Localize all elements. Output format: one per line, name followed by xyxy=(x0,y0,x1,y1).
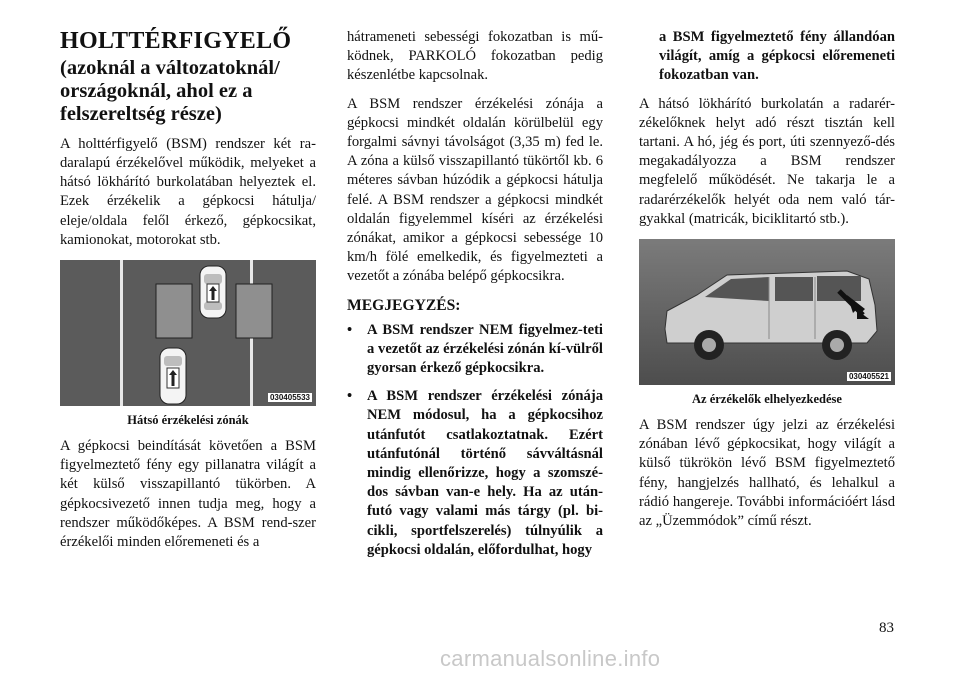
note-list xyxy=(347,321,603,560)
car-bottom xyxy=(160,348,186,404)
car-top xyxy=(200,266,226,318)
note-heading: MEGJEGYZÉS: xyxy=(347,296,461,314)
section-heading xyxy=(60,28,316,126)
paragraph: A gépkocsi beindítását követően a BSM figyelmeztető fény egy pillanatra világít a két külső visszapillantó tükörben. A gépkocsivezető innen tudja meg, hogy a rendszer működőképes. A BSM rend-szer érzékelői minden előremeneti és a xyxy=(60,437,316,550)
paragraph: A BSM rendszer úgy jelzi az érzékelési zónában lévő gépkocsikat, hogy világít a külső tükrökön lévő BSM figyelmeztető fény, hangjelzés hallható, és lehalkul a rádió hangereje. További információért lásd az „Üzemmódok” című részt. xyxy=(639,417,895,530)
column-1 xyxy=(60,28,316,552)
detection-zone-left xyxy=(156,284,192,338)
minivan-illustration xyxy=(639,239,895,385)
note-item: • A BSM rendszer érzékelési zónája NEM módosul, ha a gépkocsihoz utánfutót csatlakoztatnak. Ezért utánfutónál történő sávváltásnál mindig ellenőrizze, hogy a szomszé-dos sávban van-e hely. Ha az után-futó vagy valami más tárgy (pl. bi-cikli, sportfelszerelés) túlnyúlik a gépkocsi oldalán, előfordulhat, hogy xyxy=(347,387,603,560)
figure-caption: Hátsó érzékelési zónák xyxy=(127,412,249,427)
watermark: carmanualsonline.info xyxy=(440,646,661,671)
paragraph: A hátsó lökhárító burkolatán a radarér-zékelőknek helyt adó részt tisztán kell tartani. A hó, jég és port, úti szennyező-dés megakadályozza a BSM rendszer megfelelő működését. Ne takarja le a radarérzékelők helyét oda nem való tár-gyakkal (matricák, biciklitartó stb.). xyxy=(639,95,895,227)
page-number: 83 xyxy=(879,620,894,636)
note-continuation: a BSM figyelmeztető fény állandóan világít, amíg a gépkocsi előremeneti fokozatban van. xyxy=(659,29,895,84)
figure-sensor-location xyxy=(639,239,895,385)
section-title: HOLTTÉRFIGYELŐ xyxy=(60,28,292,54)
paragraph: A BSM rendszer érzékelési zónája a gépkocsi mindkét oldalán körülbelül egy forgalmi sávnyi távolságot (3,35 m) fed le. A zóna a külső visszapillantó tükörtől kb. 6 méteres sávban húzódik a gépkocsi hátulja felé. A BSM rendszer a gépkocsi mindkét oldalán figyelemmel kíséri az érzékelési zónákat, amikor a gépkocsi sebessége 10 km/h fölé emelkedik, és figyelmezteti a vezetőt a zónába belépő gépkocsikra. xyxy=(347,95,603,285)
detection-zone-right xyxy=(236,284,272,338)
figure-id: 030405533 xyxy=(269,392,310,402)
note-item: • A BSM rendszer NEM figyelmez-teti a vezetőt az érzékelési zónán kí-vülről gyorsan érkező gépkocsikra. xyxy=(347,321,603,379)
figure-id: 030405521 xyxy=(848,372,889,382)
column-2 xyxy=(347,28,603,569)
intro-paragraph: A holttérfigyelő (BSM) rendszer két ra-daralapú érzékelővel működik, melyeket a hátsó lökhárító burkolatában helyeztek el. Ezek érzékelik a gépkocsi hátulja/ eleje/oldala felől érkező, gépkocsikat, kamionokat, motorokat stb. xyxy=(60,135,316,248)
figure-caption: Az érzékelők elhelyezkedése xyxy=(692,392,842,407)
lane-line-left xyxy=(120,260,123,406)
figure-rear-detection-zones xyxy=(60,260,316,406)
rear-zones-illustration xyxy=(60,260,316,406)
paragraph: hátrameneti sebességi fokozatban is mű-ködnek, PARKOLÓ fokozatban pedig készenlétbe kapcsolnak. xyxy=(347,29,603,84)
section-subtitle: (azoknál a változatoknál/ országoknál, ahol ez a felszereltség része) xyxy=(60,56,280,125)
column-3 xyxy=(639,28,895,531)
